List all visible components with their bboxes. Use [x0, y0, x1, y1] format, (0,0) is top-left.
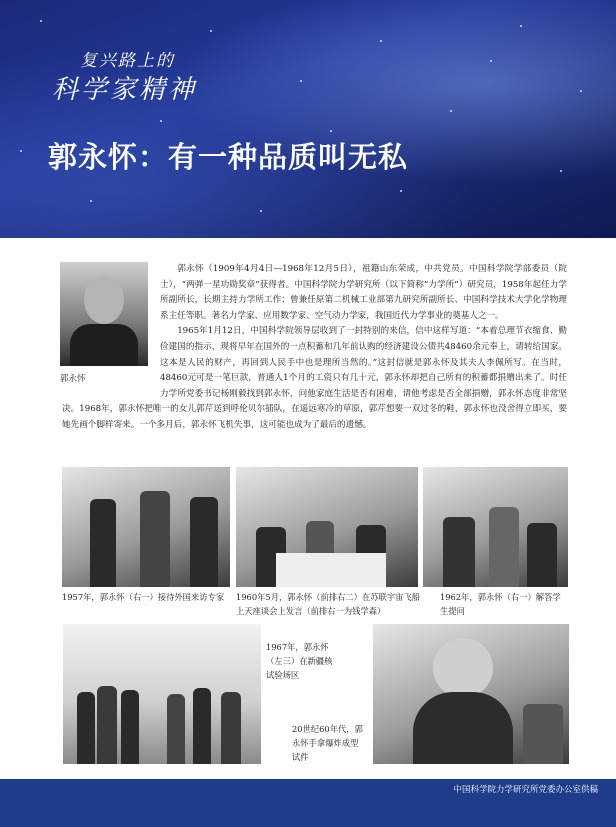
- photo-1962-students: [423, 467, 568, 587]
- paragraph-1: 郭永怀（1909年4月4日—1968年12月5日），祖籍山东荣成，中共党员。中国科学院学部委员（院士），“两弹一星功勋奖章”获得者。中国科学院力学研究所（以下简称“力学所”）研究员，1958年起任力学所副所长，长期主持力学所工作；曾兼任原第二机械工业部第九研究所副所长、中国科学技术大学化学物理系主任等职。著名力学家、应用数学家、空气动力学家，我国近代力学事业的奠基人之一。: [160, 264, 567, 321]
- photo-1957-visitors: [62, 467, 230, 587]
- footer-bar: [0, 779, 616, 827]
- photo-1960-forum: [236, 467, 418, 587]
- photo-1967-xinjiang: [63, 624, 261, 764]
- photo-caption-2: 1960年5月，郭永怀（前排右二）在苏联宇宙飞船上天座谈会上发言（前排右一为钱学森）: [236, 592, 421, 616]
- page-title: 郭永怀：有一种品质叫无私: [48, 140, 409, 174]
- series-logo: [52, 46, 197, 106]
- photo-caption-1: 1957年，郭永怀（右一）接待外国来访专家: [62, 592, 225, 602]
- paragraph-2: 1965年1月12日，中国科学院领导层收到了一封特别的来信，信中这样写道：“本着总理节衣缩食、勤俭建国的指示，现将早年在国外的一点积蓄和几年前认购的经济建设公债共48460余元奉上，请转给国家。这本是人民的财产，再回到人民手中也是理所当然的。”这封信就是郭永怀及其夫人李佩所写。在当时，48460元可是一笔巨款，普通人1个月的工资只有几十元，郭永怀却把自己所有的积蓄都捐赠出来了。时任力学所党委书记杨刚毅找到郭永怀，问他家庭生活是否有困难，请他考虑是否全部捐赠，郭永怀态度非常坚决。1968年，郭永怀把唯一的女儿郭芹送到呼伦贝尔插队，在遥远寒冷的草原，郭芹想要一双过冬的鞋，郭永怀也没舍得立即买，要她先画个脚样寄来。一个多月后，郭永怀飞机失事，这可能也成为了最后的遗憾。: [62, 326, 567, 430]
- photo-caption-3: 1962年，郭永怀（右一）解答学生提问: [440, 592, 561, 616]
- portrait: [60, 262, 148, 382]
- footer-credit: 中国科学院力学研究所党委办公室供稿: [453, 785, 598, 795]
- series-line1: 复兴路上的: [80, 51, 175, 71]
- series-line2: 科学家精神: [52, 75, 198, 105]
- photo-caption-5: 20世纪60年代，郭永怀手拿爆炸成型试件: [292, 724, 363, 762]
- header-banner: [0, 0, 616, 238]
- portrait-photo: [60, 262, 148, 366]
- photo-1960s-test-piece: [373, 624, 569, 764]
- photo-caption-4: 1967年，郭永怀（左三）在新疆核试验场区: [266, 642, 333, 680]
- portrait-caption: 郭永怀: [60, 374, 86, 384]
- article-body: [62, 262, 567, 434]
